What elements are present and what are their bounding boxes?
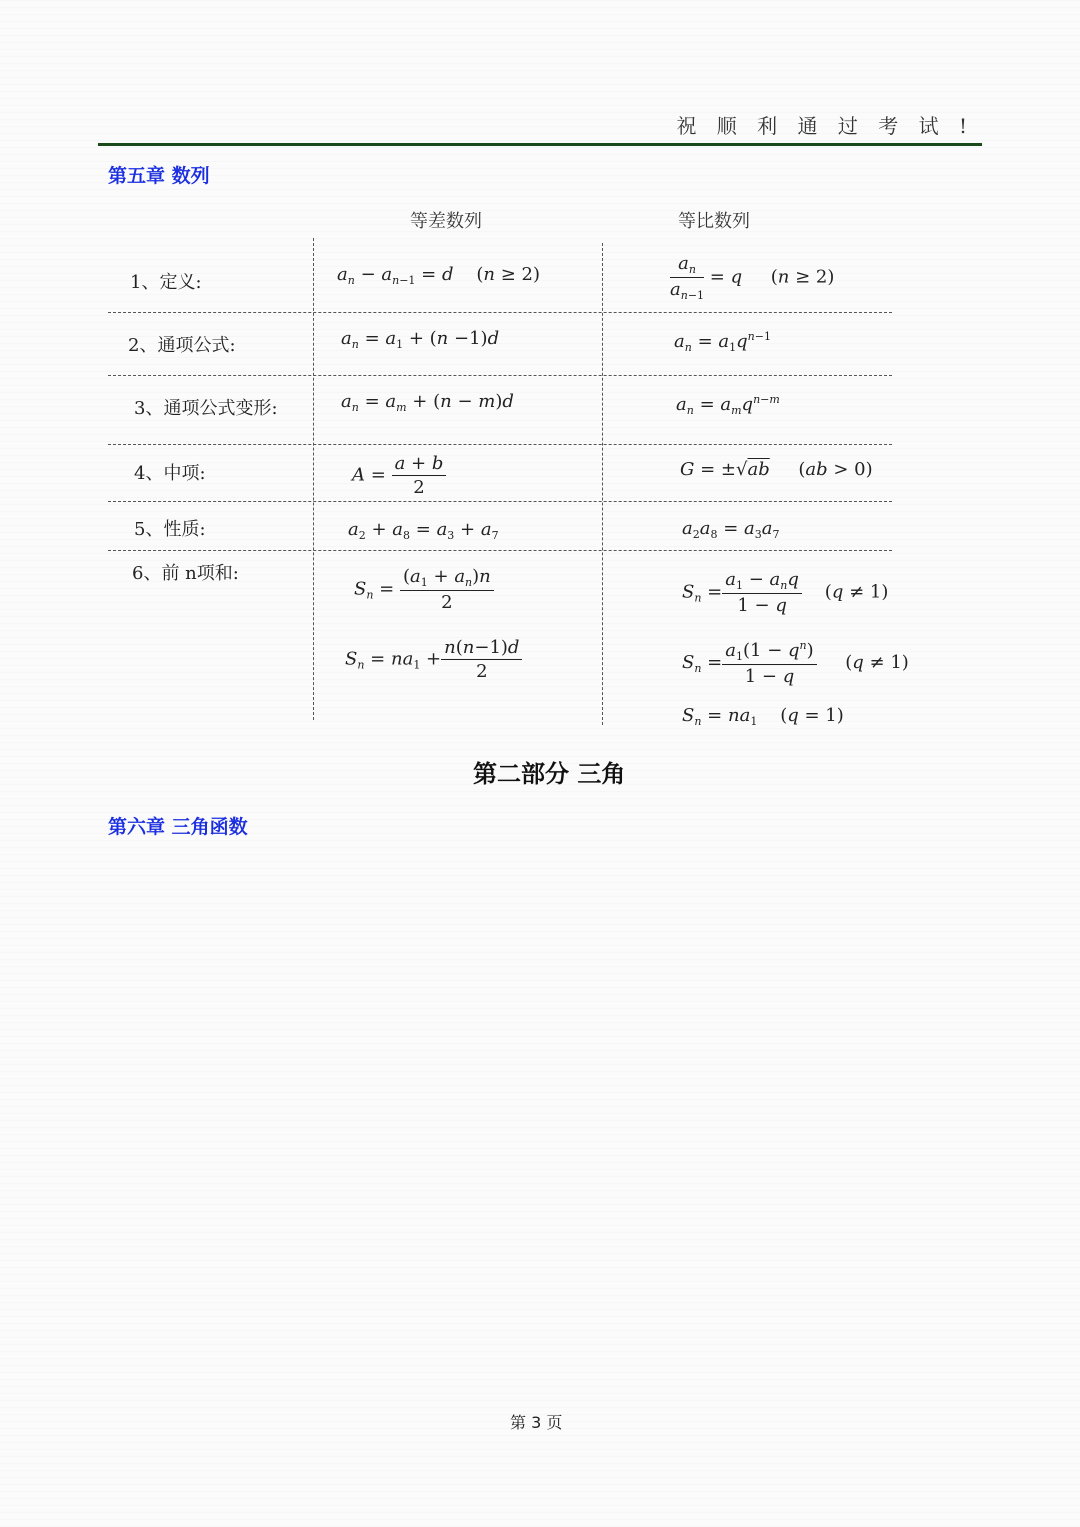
part-2-title: 第二部分 三角 — [473, 760, 626, 788]
formula-geo-general-term-variant: $a_n = a_mq^{n-m}$ — [676, 393, 780, 417]
table-divider-vertical-right — [602, 243, 603, 725]
formula-geo-general-term: $a_n = a_1q^{n-1}$ — [674, 330, 771, 354]
formula-geo-sum-1: $S_n$ = $\frac{a_1 - a_nq}{1 - q}$ (q ≠ 1) — [682, 569, 889, 616]
formula-arith-general-term-variant: $a_n = a_m + (n - m)d$ — [341, 391, 514, 414]
formula-arith-property: $a_2 + a_8 = a_3 + a_7$ — [348, 519, 499, 542]
formula-arith-definition: $a_n - a_{n-1} = d$ (n ≥ 2) — [337, 264, 541, 287]
column-head-arithmetic: 等差数列 — [410, 211, 482, 232]
formula-arith-middle-term: A = $\frac{a + b}{2}$ — [352, 453, 446, 498]
formula-geo-property: $a_2a_8 = a_3a_7$ — [682, 518, 780, 541]
table-divider-row-4 — [108, 501, 892, 502]
table-divider-row-1 — [108, 312, 892, 313]
formula-arith-sum-1: $S_n$ = $\frac{(a_1 + a_n)n}{2}$ — [354, 566, 494, 613]
row-label-middle-term: 4、中项: — [134, 463, 206, 484]
chapter-5-title: 第五章 数列 — [108, 165, 210, 187]
row-label-partial-sum: 6、前 n项和: — [132, 563, 239, 584]
formula-geo-sum-3: $S_n = na_1$ (q = 1) — [682, 705, 844, 728]
formula-arith-sum-2: $S_n = na_1$ + $\frac{n(n-1)d}{2}$ — [345, 637, 522, 682]
formula-geo-sum-2: $S_n$ = $\frac{a_1(1 - q^n)}{1 - q}$ (q ≠ 1) — [682, 639, 909, 687]
row-label-definition: 1、定义: — [130, 272, 202, 293]
page-number: 第 3 页 — [510, 1413, 563, 1432]
formula-arith-general-term: $a_n = a_1 + (n -1)d$ — [341, 328, 500, 351]
row-label-general-term: 2、通项公式: — [128, 335, 236, 356]
row-label-general-term-variant: 3、通项公式变形: — [134, 398, 278, 419]
table-divider-vertical-left — [313, 238, 314, 720]
header-slogan: 祝 顺 利 通 过 考 试 ! — [676, 114, 974, 138]
row-label-property: 5、性质: — [134, 519, 206, 540]
table-divider-row-3 — [108, 444, 892, 445]
formula-geo-middle-term: G = ±√ab (ab > 0) — [680, 459, 873, 480]
chapter-6-title: 第六章 三角函数 — [108, 816, 248, 838]
column-head-geometric: 等比数列 — [678, 211, 750, 232]
table-divider-row-2 — [108, 375, 892, 376]
header-rule — [98, 143, 982, 146]
formula-geo-definition: $\frac{a_n}{a_{n-1}}$ = q (n ≥ 2) — [670, 253, 835, 302]
table-divider-row-5 — [108, 550, 892, 551]
